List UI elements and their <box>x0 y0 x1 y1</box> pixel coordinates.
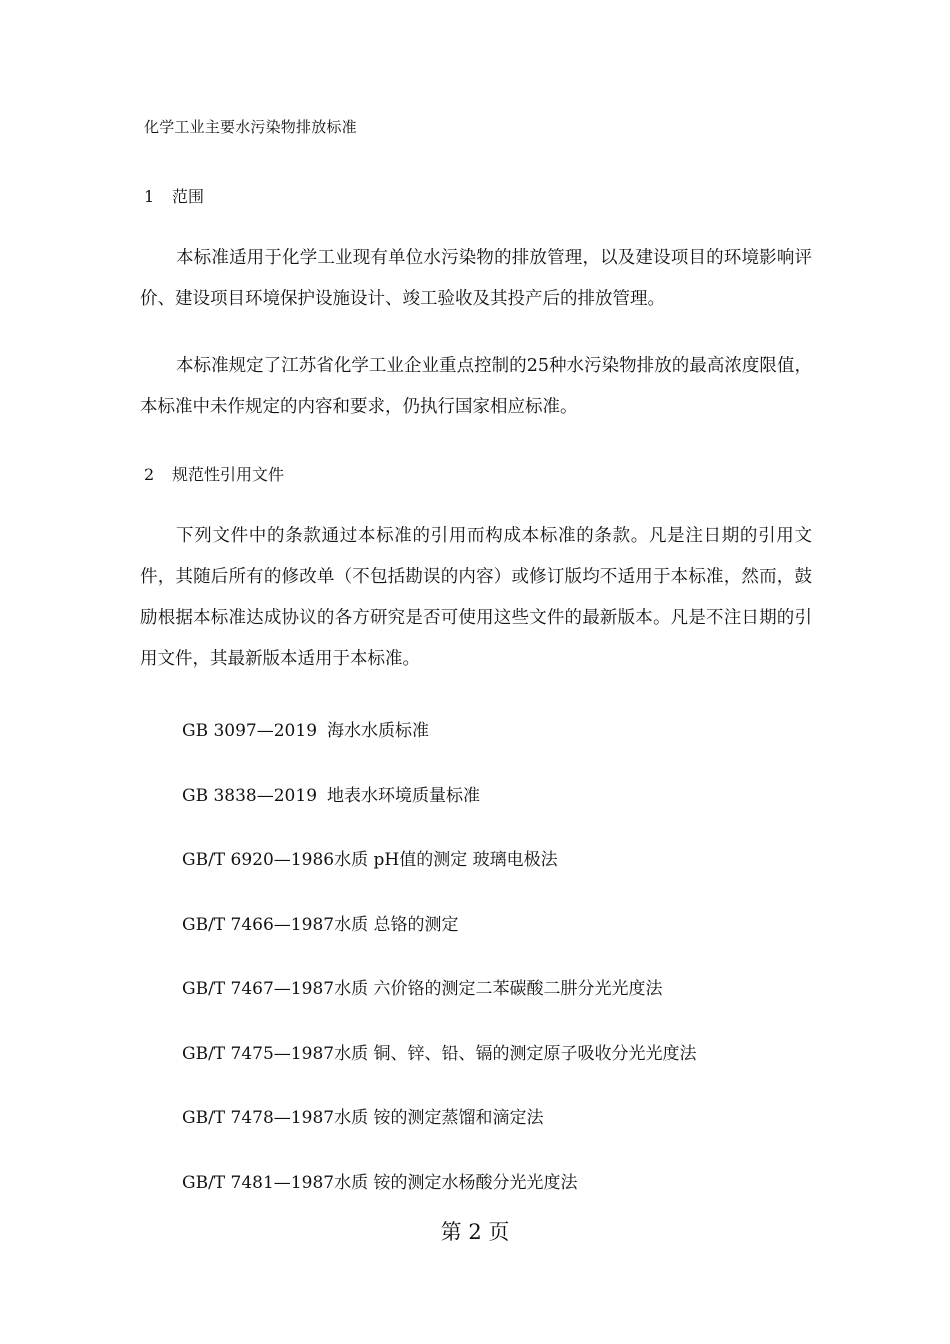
reference-code: GB/T 7475—1987 <box>182 1044 335 1064</box>
reference-code: GB/T 6920—1986 <box>182 850 335 870</box>
reference-item <box>182 1039 696 1064</box>
reference-item <box>182 974 662 999</box>
section-2-heading <box>144 462 284 485</box>
section-number: 1 <box>144 187 155 206</box>
reference-title: 地表水环境质量标准 <box>327 786 480 806</box>
reference-code: GB/T 7466—1987 <box>182 915 335 935</box>
reference-code: GB/T 7478—1987 <box>182 1108 335 1128</box>
reference-item <box>182 910 458 935</box>
section-1-paragraph-2: 本标准规定了江苏省化学工业企业重点控制的25种水污染物排放的最高浓度限值，本标准中未作规定的内容和要求，仍执行国家相应标准。 <box>140 356 812 417</box>
reference-title: 水质 总铬的测定 <box>334 915 459 935</box>
reference-code: GB/T 7467—1987 <box>182 979 335 999</box>
reference-item <box>182 845 558 870</box>
reference-title: 海水水质标准 <box>327 721 429 741</box>
section-1-paragraph-1: 本标准适用于化学工业现有单位水污染物的排放管理，以及建设项目的环境影响评价、建设项目环境保护设施设计、竣工验收及其投产后的排放管理。 <box>140 248 812 309</box>
reference-item <box>182 716 429 741</box>
document-title: 化学工业主要水污染物排放标准 <box>144 118 357 136</box>
reference-title: 水质 铵的测定蒸馏和滴定法 <box>334 1108 544 1128</box>
section-1-heading <box>144 184 204 207</box>
reference-item <box>182 781 480 806</box>
page-number-footer: 第 2 页 <box>440 1220 510 1244</box>
section-title: 范围 <box>172 187 205 206</box>
reference-title: 水质 铜、锌、铅、镉的测定原子吸收分光光度法 <box>334 1044 697 1064</box>
reference-item <box>182 1168 577 1193</box>
reference-item <box>182 1103 543 1128</box>
section-title: 规范性引用文件 <box>172 465 285 484</box>
reference-title: 水质 铵的测定水杨酸分光光度法 <box>334 1173 578 1193</box>
section-number: 2 <box>144 465 155 484</box>
reference-code: GB 3097—2019 <box>182 721 318 741</box>
section-2-paragraph-1: 下列文件中的条款通过本标准的引用而构成本标准的条款。凡是注日期的引用文件，其随后所有的修改单（不包括勘误的内容）或修订版均不适用于本标准，然而，鼓励根据本标准达成协议的各方研究是否可使用这些文件的最新版本。凡是不注日期的引用文件，其最新版本适用于本标准。 <box>140 526 812 669</box>
reference-title: 水质 六价铬的测定二苯碳酸二肼分光光度法 <box>334 979 663 999</box>
reference-code: GB 3838—2019 <box>182 786 318 806</box>
reference-title: 水质 pH值的测定 玻璃电极法 <box>334 850 558 870</box>
reference-code: GB/T 7481—1987 <box>182 1173 335 1193</box>
